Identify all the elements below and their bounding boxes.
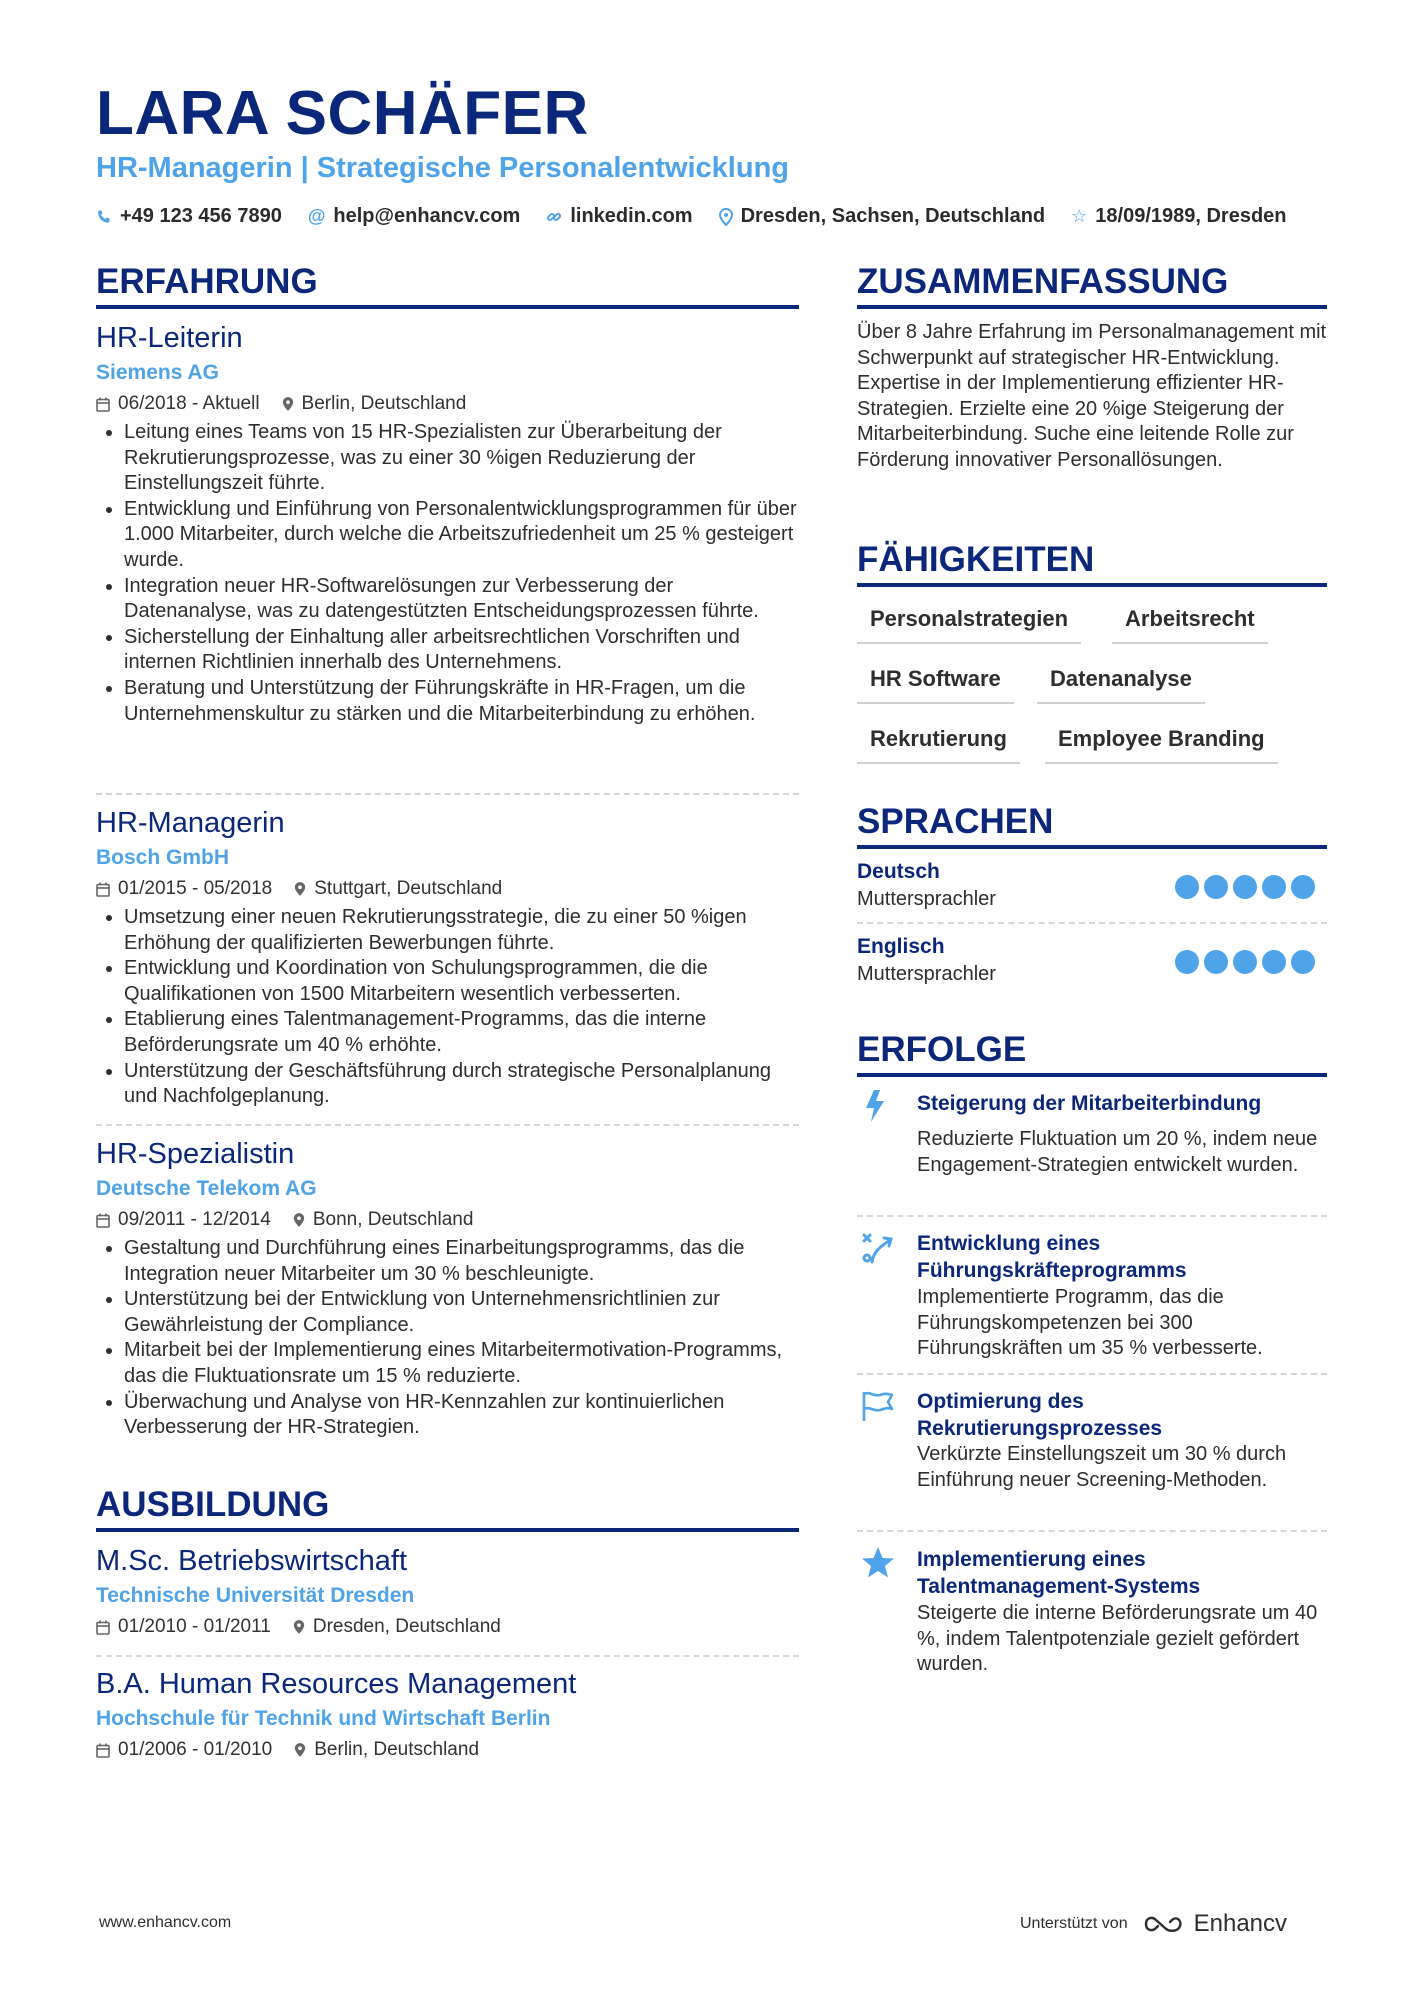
achievement-desc: Verkürzte Einstellungszeit um 30 % durch Einführung neuer Screening-Methoden. — [917, 1443, 1287, 1491]
calendar-icon — [96, 397, 110, 412]
achievement-desc: Implementierte Programm, das die Führungskompetenzen bei 300 Führungskräften um 35 % verbesserte. — [917, 1286, 1263, 1360]
job-location: Bonn, Deutschland — [312, 1209, 474, 1230]
location-icon — [294, 881, 306, 897]
contact-linkedin-text: linkedin.com — [570, 205, 693, 227]
section-divider — [857, 583, 1327, 587]
education-entry — [96, 1666, 799, 1764]
rating-dot — [1233, 950, 1257, 974]
section-divider — [96, 305, 799, 309]
job-dates: 06/2018 - Aktuell — [118, 393, 260, 414]
job-bullet: • Umsetzung einer neuen Rekrutierungsstrategie, die zu einer 50 %igen Erhöhung der qualifizierten Bewerbungen führte. — [124, 905, 799, 956]
calendar-icon — [96, 1743, 110, 1758]
lightning-icon — [860, 1088, 896, 1124]
strategy-icon — [860, 1230, 896, 1266]
location-icon — [293, 1619, 305, 1635]
contact-birth — [1071, 205, 1286, 228]
contact-bar — [96, 205, 1313, 228]
section-heading-education: AUSBILDUNG — [96, 1485, 330, 1524]
job-location: Berlin, Deutschland — [301, 393, 467, 414]
achievement-title: Optimierung des Rekrutierungsprozesses — [917, 1390, 1163, 1440]
section-divider — [857, 845, 1327, 849]
job-company[interactable]: Siemens AG — [96, 361, 219, 384]
job-company[interactable]: Deutsche Telekom AG — [96, 1177, 317, 1200]
entry-divider — [857, 1215, 1327, 1217]
job-bullets — [96, 905, 799, 1110]
powered-by-text: Unterstützt von — [1020, 1915, 1128, 1932]
job-meta — [96, 1206, 799, 1234]
language-rating — [1175, 950, 1320, 974]
rating-dot — [1204, 950, 1228, 974]
brand-name: Enhancv — [1193, 1910, 1288, 1937]
section-heading-skills: FÄHIGKEITEN — [857, 540, 1095, 579]
job-bullet: • Gestaltung und Durchführung eines Einarbeitungsprogramms, das die Integration neuer Mitarbeiter um 30 % beschleunigte. — [124, 1236, 799, 1287]
contact-phone[interactable] — [96, 205, 282, 228]
job-title: HR-Leiterin — [96, 322, 243, 354]
contact-email-text: help@enhancv.com — [333, 205, 521, 227]
achievement-title: Entwicklung eines Führungskräfteprogramms — [917, 1232, 1187, 1282]
language-level: Muttersprachler — [857, 963, 996, 985]
job-bullet: • Überwachung und Analyse von HR-Kennzahlen zur kontinuierlichen Verbesserung der HR-Strategien. — [124, 1390, 799, 1441]
job-location: Stuttgart, Deutschland — [314, 878, 503, 899]
section-divider — [96, 1528, 799, 1532]
star-icon — [860, 1545, 896, 1581]
candidate-name: LARA SCHÄFER — [96, 79, 589, 148]
contact-linkedin[interactable] — [546, 205, 692, 228]
job-dates: 01/2015 - 05/2018 — [118, 878, 273, 899]
job-bullet: • Beratung und Unterstützung der Führungskräfte in HR-Fragen, um die Unternehmenskultur zu stärken und die Mitarbeiterbindung zu erhöhen. — [124, 676, 799, 727]
job-entry — [96, 320, 799, 727]
job-bullets — [96, 1236, 799, 1441]
job-meta — [96, 875, 799, 903]
rating-dot — [1175, 875, 1199, 899]
job-entry — [96, 805, 799, 1110]
language-name: Englisch — [857, 935, 945, 958]
contact-location-text: Dresden, Sachsen, Deutschland — [740, 205, 1046, 227]
rating-dot — [1233, 875, 1257, 899]
summary-text: Über 8 Jahre Erfahrung im Personalmanagement mit Schwerpunkt auf strategischer HR-Entwicklung. Expertise in der Implementierung effizienter HR-Strategien. Erzielte eine 20 %ige Steigerung der Mitarbeiterbindung. Suche eine leitende Rolle zur Förderung innovativer Personallösungen. — [857, 321, 1327, 471]
job-bullet: • Sicherstellung der Einhaltung aller arbeitsrechtlichen Vorschriften und internen Richtlinien innerhalb des Unternehmens. — [124, 625, 799, 676]
section-heading-achievements: ERFOLGE — [857, 1030, 1027, 1069]
entry-divider — [96, 793, 799, 795]
job-bullet: • Mitarbeit bei der Implementierung eines Mitarbeitermotivation-Programms, das die Fluktuationsrate um 15 % reduzierte. — [124, 1338, 799, 1389]
entry-divider — [857, 922, 1327, 924]
candidate-title: HR-Managerin | Strategische Personalentwicklung — [96, 152, 789, 184]
education-degree: B.A. Human Resources Management — [96, 1668, 577, 1700]
education-meta — [96, 1736, 799, 1764]
skill-tag: HR Software — [857, 666, 1014, 704]
rating-dot — [1291, 875, 1315, 899]
skill-tag: Employee Branding — [1045, 726, 1278, 764]
footer-url[interactable]: www.enhancv.com — [99, 1914, 232, 1931]
location-icon — [294, 1742, 306, 1758]
entry-divider — [857, 1530, 1327, 1532]
calendar-icon — [96, 1620, 110, 1635]
education-school[interactable]: Hochschule für Technik und Wirtschaft Berlin — [96, 1707, 551, 1730]
contact-phone-text: +49 123 456 7890 — [120, 205, 282, 227]
rating-dot — [1262, 875, 1286, 899]
link-icon — [546, 209, 562, 225]
job-bullet: • Integration neuer HR-Softwarelösungen zur Verbesserung der Datenanalyse, was zu datengestützten Entscheidungsprozessen führte. — [124, 574, 799, 625]
job-bullet: • Entwicklung und Koordination von Schulungsprogrammen, die die Qualifikationen von 1500 Mitarbeitern wesentlich verbesserten. — [124, 956, 799, 1007]
job-title: HR-Managerin — [96, 807, 285, 839]
contact-email[interactable] — [308, 205, 521, 228]
entry-divider — [857, 1373, 1327, 1375]
education-location: Berlin, Deutschland — [314, 1739, 480, 1760]
section-heading-summary: ZUSAMMENFASSUNG — [857, 262, 1229, 301]
education-entry — [96, 1543, 799, 1641]
footer-powered-by — [1020, 1910, 1287, 1938]
section-divider — [857, 1073, 1327, 1077]
job-bullet: • Etablierung eines Talentmanagement-Programms, das die interne Beförderungsrate um 40 % erhöhte. — [124, 1007, 799, 1058]
job-title: HR-Spezialistin — [96, 1138, 295, 1170]
location-icon — [719, 208, 733, 226]
entry-divider — [96, 1655, 799, 1657]
job-bullet: • Unterstützung der Geschäftsführung durch strategische Personalplanung und Nachfolgeplanung. — [124, 1059, 799, 1110]
star-icon: ☆ — [1071, 206, 1088, 226]
education-degree: M.Sc. Betriebswirtschaft — [96, 1545, 408, 1577]
entry-divider — [96, 1124, 799, 1126]
education-location: Dresden, Deutschland — [312, 1616, 501, 1637]
skill-tag: Arbeitsrecht — [1112, 606, 1268, 644]
job-bullet: • Entwicklung und Einführung von Personalentwicklungsprogrammen für über 1.000 Mitarbeiter, durch welche die Arbeitszufriedenheit um 25 % gesteigert wurde. — [124, 497, 799, 574]
achievement-title: Steigerung der Mitarbeiterbindung — [917, 1092, 1262, 1115]
phone-icon — [96, 209, 112, 225]
education-dates: 01/2010 - 01/2011 — [118, 1616, 271, 1637]
flag-icon — [860, 1388, 896, 1424]
at-icon: @ — [307, 206, 326, 226]
achievement-title: Implementierung eines Talentmanagement-Systems — [917, 1548, 1201, 1598]
calendar-icon — [96, 882, 110, 897]
infinity-icon — [1142, 1912, 1188, 1936]
job-meta — [96, 390, 799, 418]
language-name: Deutsch — [857, 860, 940, 883]
contact-birth-text: 18/09/1989, Dresden — [1095, 205, 1287, 227]
skill-tag: Datenanalyse — [1037, 666, 1205, 704]
education-meta — [96, 1613, 799, 1641]
achievement-desc: Steigerte die interne Beförderungsrate um 40 %, indem Talentpotenziale gezielt gefördert wurden. — [917, 1602, 1318, 1676]
skill-tag: Rekrutierung — [857, 726, 1020, 764]
location-icon — [282, 396, 294, 412]
education-school[interactable]: Technische Universität Dresden — [96, 1584, 415, 1607]
rating-dot — [1175, 950, 1199, 974]
location-icon — [293, 1212, 305, 1228]
enhancv-logo[interactable] — [1142, 1910, 1287, 1938]
job-entry — [96, 1136, 799, 1441]
job-bullets — [96, 420, 799, 727]
rating-dot — [1262, 950, 1286, 974]
job-company[interactable]: Bosch GmbH — [96, 846, 230, 869]
language-rating — [1175, 875, 1320, 899]
education-dates: 01/2006 - 01/2010 — [118, 1739, 273, 1760]
calendar-icon — [96, 1213, 110, 1228]
job-dates: 09/2011 - 12/2014 — [118, 1209, 271, 1230]
skill-tag: Personalstrategien — [857, 606, 1081, 644]
rating-dot — [1204, 875, 1228, 899]
section-divider — [857, 305, 1327, 309]
language-level: Muttersprachler — [857, 888, 996, 910]
rating-dot — [1291, 950, 1315, 974]
section-heading-languages: SPRACHEN — [857, 802, 1054, 841]
achievement-desc: Reduzierte Fluktuation um 20 %, indem neue Engagement-Strategien entwickelt wurden. — [917, 1128, 1318, 1176]
section-heading-experience: ERFAHRUNG — [96, 262, 318, 301]
contact-location — [719, 205, 1046, 228]
job-bullet: • Leitung eines Teams von 15 HR-Spezialisten zur Überarbeitung der Rekrutierungsprozesse, was zu einer 30 %igen Reduzierung der Einstellungszeit führte. — [124, 420, 799, 497]
job-bullet: • Unterstützung bei der Entwicklung von Unternehmensrichtlinien zur Gewährleistung der Compliance. — [124, 1287, 799, 1338]
